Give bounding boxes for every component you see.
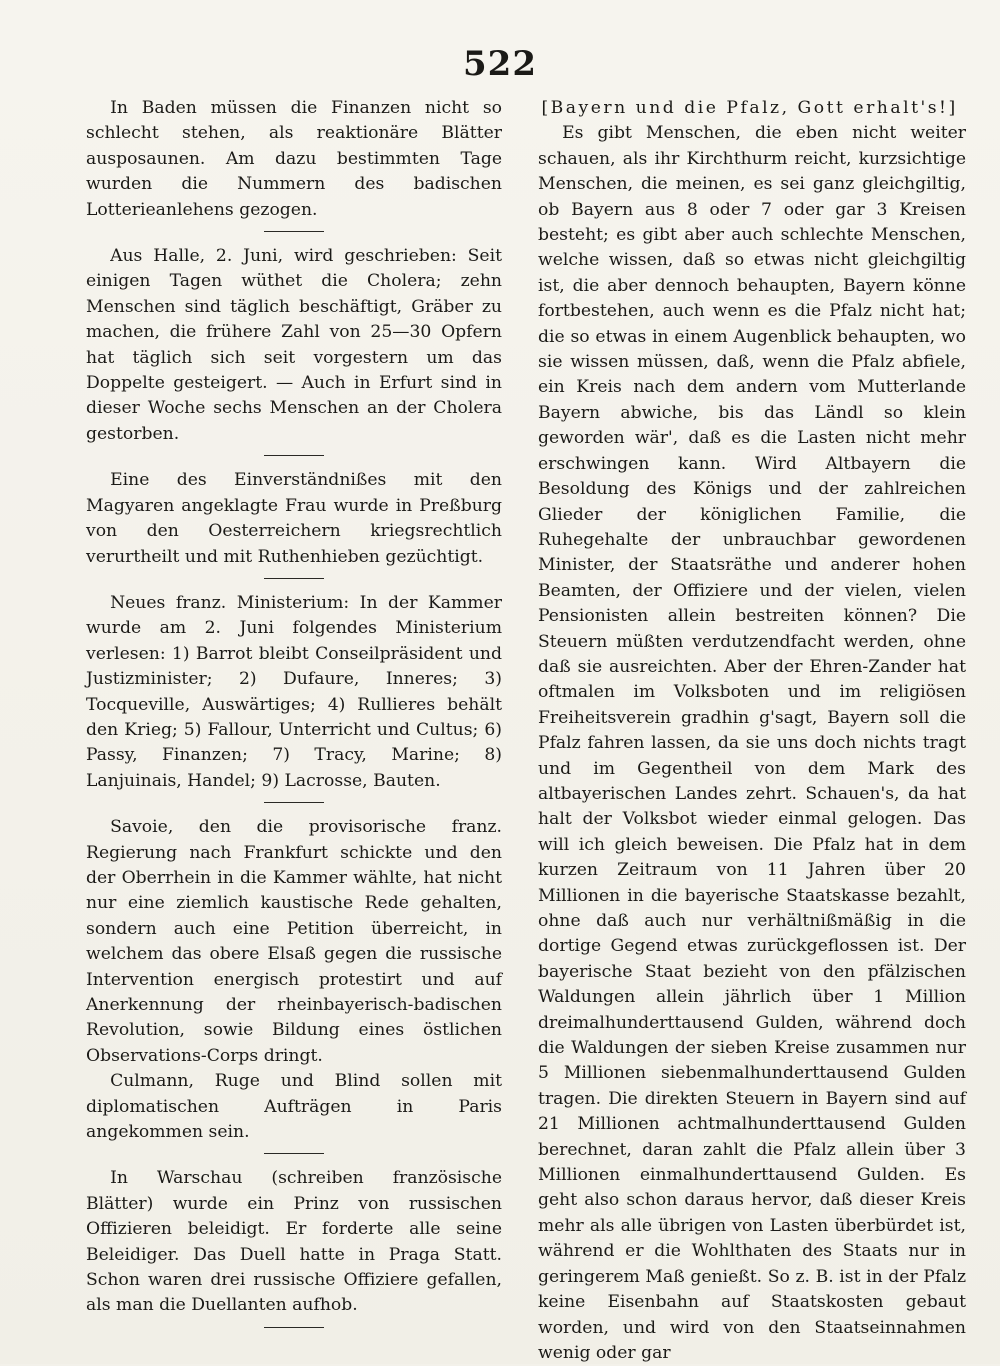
- separator-rule: [264, 578, 324, 579]
- separator-rule: [264, 802, 324, 803]
- left-column: [86, 96, 502, 1340]
- article-ministerium: Neues franz. Ministerium: In der Kammer wurde am 2. Juni folgendes Ministerium verlesen: 1) Barrot bleibt Conseilpräsident und Justizminister; 2) Dufaure, Inneres; 3) Tocqueville, Auswärtiges; 4) Rullieres behält den Krieg; 5) Fallour, Unterricht und Cultus; 6) Passy, Finanzen; 7) Tracy, Marine; 8) Lanjuinais, Handel; 9) Lacrosse, Bauten.: [86, 592, 502, 791]
- article-halle: Aus Halle, 2. Juni, wird geschrieben: Seit einigen Tagen wüthet die Cholera; zehn Menschen sind täglich beschäftigt, Gräber zu machen, die frühere Zahl von 25—30 Opfern hat täglich sich seit vorgestern um das Doppelte gesteigert. — Auch in Erfurt sind in dieser Woche sechs Menschen an der Cholera gestorben.: [86, 246, 502, 444]
- article-heading: [Bayern und die Pfalz, Gott erhalt's!]: [541, 98, 958, 118]
- article-pressburg: Eine des Einverständnißes mit den Magyaren angeklagte Frau wurde in Preßburg von den Oesterreichern kriegsrechtlich verurtheilt und mit Ruthenhieben gezüchtigt.: [86, 470, 502, 567]
- separator-rule: [264, 231, 324, 232]
- article-bayern-pfalz: Es gibt Menschen, die eben nicht weiter schauen, als ihr Kirchthurm reicht, kurzsichtige Menschen, die meinen, es sei ganz gleichgiltig, ob Bayern aus 8 oder 7 oder gar 3 Kreisen besteht; es gibt aber auch schlechte Menschen, welche wissen, daß so etwas nicht gleichgiltig ist, die aber dennoch behaupten, Bayern könne fortbestehen, auch wenn es die Pfalz nicht hat; die so etwas in einem Augenblick behaupten, wo sie wissen müssen, daß, wenn die Pfalz abfiele, ein Kreis nach dem andern vom Mutterlande Bayern abwiche, bis das Ländl so klein geworden wär', daß es die Lasten nicht mehr erschwingen kann. Wird Altbayern die Besoldung des Königs und der zahlreichen Glieder der königlichen Familie, die Ruhegehalte der unbrauchbar gewordenen Minister, der Staatsräthe und anderer hohen Beamten, der Offiziere und der vielen, vielen Pensionisten allein bestreiten können? Die Steuern müßten verdutzendfacht werden, ohne daß sie ausreichten. Aber der Ehren-Zander hat oftmalen im Volksboten und im religiösen Freiheitsverein gradhin g'sagt, Bayern soll die Pfalz fahren lassen, da sie uns doch nichts tragt und im Gegentheil von dem Mark des altbayerischen Landes zehrt. Schauen's, da hat halt der Volksbot wieder einmal gelogen. Das will ich gleich beweisen. Die Pfalz hat in dem kurzen Zeitraum von 11 Jahren über 20 Millionen in die bayerische Staatskasse bezahlt, ohne daß auch nur verhältnißmäßig in die dortige Gegend etwas zurückgeflossen ist. Der bayerische Staat bezieht von den pfälzischen Waldungen allein jährlich über 1 Million dreimalhunderttausend Gulden, während doch die Waldungen der sieben Kreise zusammen nur 5 Millionen siebenmalhunderttausend Gulden tragen. Die direkten Steuern in Bayern sind auf 21 Millionen achtmalhunderttausend Gulden berechnet, daran zahlt die Pfalz allein über 3 Millionen einmalhunderttausend Gulden. Es geht also schon daraus hervor, daß dieser Kreis mehr als alle übrigen von Lasten überbürdet ist, während er die Wohlthaten des Staats nur in geringerem Maß genießt. So z. B. ist in der Pfalz keine Eisenbahn auf Staatskosten gebaut worden, und wird von den Staatseinnahmen wenig oder gar: [538, 123, 966, 1363]
- separator-rule: [264, 1153, 324, 1154]
- article-warschau: In Warschau (schreiben französische Blätter) wurde ein Prinz von russischen Offizieren beleidigt. Er forderte alle seine Beleidiger. Das Duell hatte in Praga Statt. Schon waren drei russische Offiziere gefallen, als man die Duellanten aufhob.: [86, 1168, 502, 1316]
- page-number: 522: [463, 44, 537, 84]
- article-baden: In Baden müssen die Finanzen nicht so schlecht stehen, als reaktionäre Blätter ausposaunen. Am dazu bestimmten Tage wurden die Nummern des badischen Lotterieanlehens gezogen.: [86, 98, 502, 220]
- article-culmann: Culmann, Ruge und Blind sollen mit diplomatischen Aufträgen in Paris angekommen sein.: [86, 1071, 502, 1143]
- separator-rule: [264, 1327, 324, 1328]
- separator-rule: [264, 455, 324, 456]
- article-savoie: Savoie, den die provisorische franz. Regierung nach Frankfurt schickte und den der Oberrhein in die Kammer wählte, hat nicht nur eine ziemlich kaustische Rede gehalten, sondern auch eine Petition überreicht, in welchem das obere Elsaß gegen die russische Intervention energisch protestirt und auf Anerkennung der rheinbayerisch-badischen Revolution, sowie Bildung eines östlichen Observations-Corps dringt.: [86, 817, 502, 1066]
- right-column: [538, 96, 966, 1366]
